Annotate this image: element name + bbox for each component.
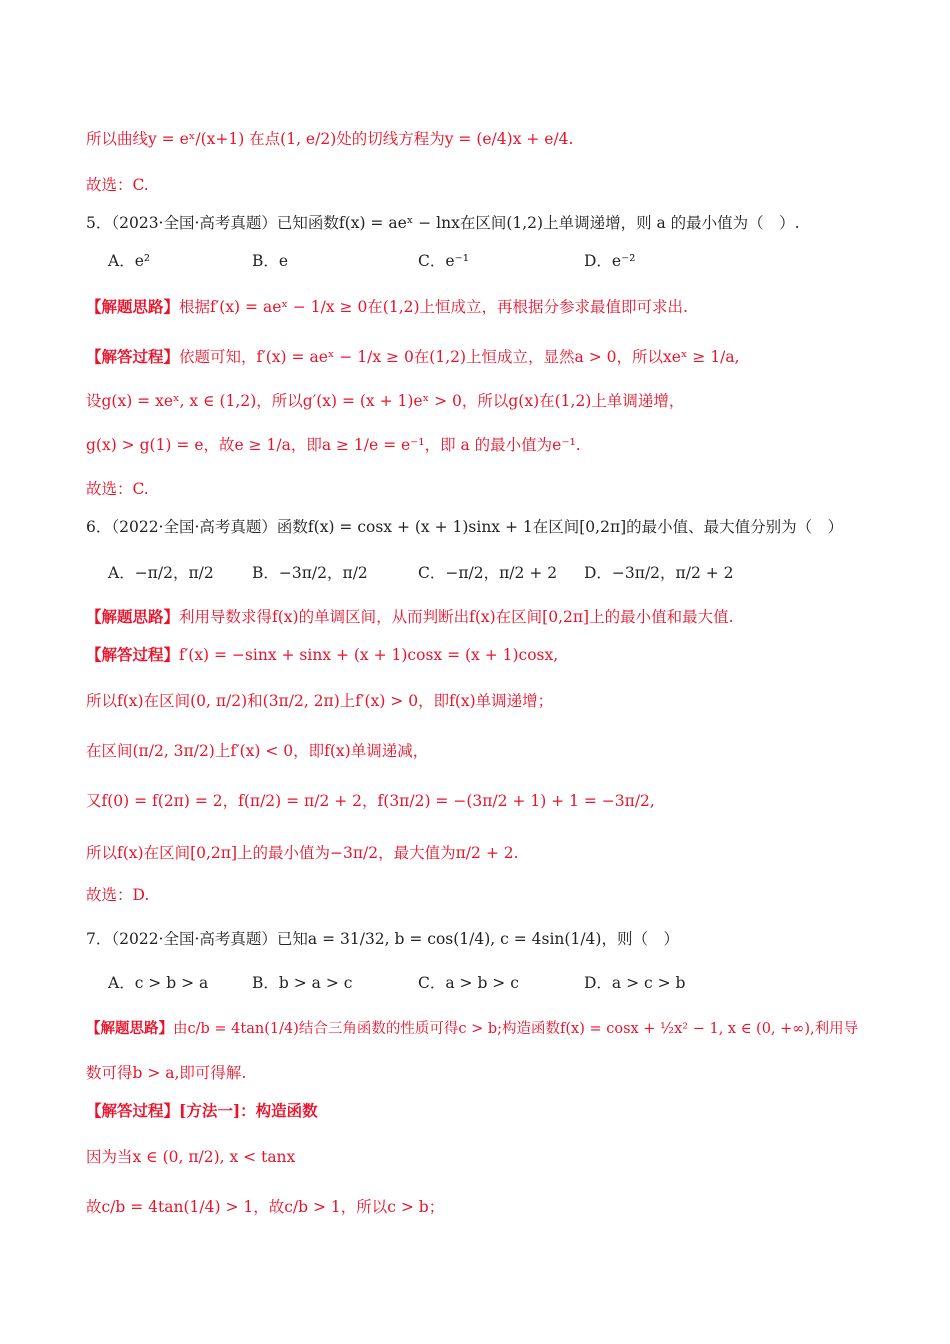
process-text: 依题可知，f′(x) = aeˣ − 1/x ≥ 0在(1,2)上恒成立，显然a > 0，所以xeˣ ≥ 1/a,: [179, 348, 740, 366]
idea-tag: 【解题思路】: [86, 297, 180, 316]
solution-process: [86, 644, 890, 666]
idea-tag: 【解题思路】: [86, 607, 180, 626]
idea-text: 根据f′(x) = aeˣ − 1/x ≥ 0在(1,2)上恒成立，再根据分参求最值即可求出.: [179, 298, 688, 316]
question-6: 6．（2022·全国·高考真题）函数f(x) = cosx + (x + 1)sinx + 1在区间[0,2π]的最小值、最大值分别为（ ）: [86, 518, 844, 536]
process-tag: 【解答过程】: [86, 645, 180, 664]
solution-text: 故c/b = 4tan(1/4) > 1，故c/b > 1，所以c > b；: [86, 1198, 445, 1216]
choice-a: A．c > b > a: [108, 974, 209, 992]
solution-text: 所以f(x)在区间(0, π/2)和(3π/2, 2π)上f′(x) > 0，即f(x)单调递增；: [86, 692, 554, 710]
choice-b: B．e: [252, 252, 289, 270]
answer-line: 故选：D.: [86, 886, 150, 904]
choice-d: D．e⁻²: [584, 252, 636, 270]
choice-d: D．a > c > b: [584, 974, 686, 992]
solution-idea: [86, 1018, 890, 1040]
method-label: [方法一]：构造函数: [179, 1101, 318, 1120]
choice-b: B．−3π/2，π/2: [252, 564, 368, 582]
solution-text: 所以f(x)在区间[0,2π]上的最小值为−3π/2，最大值为π/2 + 2.: [86, 844, 519, 862]
choice-c: C．a > b > c: [418, 974, 519, 992]
solution-text: g(x) > g(1) = e，故e ≥ 1/a，即a ≥ 1/e = e⁻¹，即 a 的最小值为e⁻¹.: [86, 436, 581, 454]
solution-text: 在区间(π/2, 3π/2)上f′(x) < 0，即f(x)单调递减，: [86, 742, 429, 760]
solution-text: 因为当x ∈ (0, π/2), x < tanx: [86, 1148, 296, 1166]
idea-text: 由c/b = 4tan(1/4)结合三角函数的性质可得c > b;构造函数f(x) = cosx + ½x² − 1, x ∈ (0, +∞),利用导: [173, 1021, 859, 1037]
choice-c: C．e⁻¹: [418, 252, 469, 270]
answer-line: 故选：C.: [86, 480, 149, 498]
solution-text: 又f(0) = f(2π) = 2，f(π/2) = π/2 + 2，f(3π/2) = −(3π/2 + 1) + 1 = −3π/2,: [86, 792, 655, 810]
process-text: f′(x) = −sinx + sinx + (x + 1)cosx = (x + 1)cosx,: [179, 646, 559, 664]
solution-idea: [86, 296, 890, 318]
idea-tag: 【解题思路】: [86, 1020, 173, 1037]
solution-process: [86, 1100, 890, 1122]
solution-text: 设g(x) = xeˣ, x ∈ (1,2)，所以g′(x) = (x + 1)eˣ > 0，所以g(x)在(1,2)上单调递增，: [86, 392, 685, 410]
process-tag: 【解答过程】: [86, 1101, 180, 1120]
choice-a: A．−π/2，π/2: [108, 564, 214, 582]
solution-idea: [86, 606, 890, 628]
solution-process: [86, 346, 890, 368]
solution-text: 数可得b > a,即可得解.: [86, 1064, 247, 1082]
idea-text: 利用导数求得f(x)的单调区间，从而判断出f(x)在区间[0,2π]上的最小值和最大值.: [179, 608, 734, 626]
choice-b: B．b > a > c: [252, 974, 353, 992]
choice-a: A．e²: [108, 252, 151, 270]
answer-line: 故选：C.: [86, 176, 149, 194]
solution-text: 所以曲线y = eˣ/(x+1) 在点(1, e/2)处的切线方程为y = (e/4)x + e/4.: [86, 130, 574, 148]
question-5: 5．（2023·全国·高考真题）已知函数f(x) = aeˣ − lnx在区间(1,2)上单调递增，则 a 的最小值为（ ）.: [86, 214, 800, 232]
choice-d: D．−3π/2，π/2 + 2: [584, 564, 734, 582]
process-tag: 【解答过程】: [86, 347, 180, 366]
choice-c: C．−π/2，π/2 + 2: [418, 564, 558, 582]
question-7: 7．（2022·全国·高考真题）已知a = 31/32, b = cos(1/4), c = 4sin(1/4)，则（ ）: [86, 930, 679, 948]
